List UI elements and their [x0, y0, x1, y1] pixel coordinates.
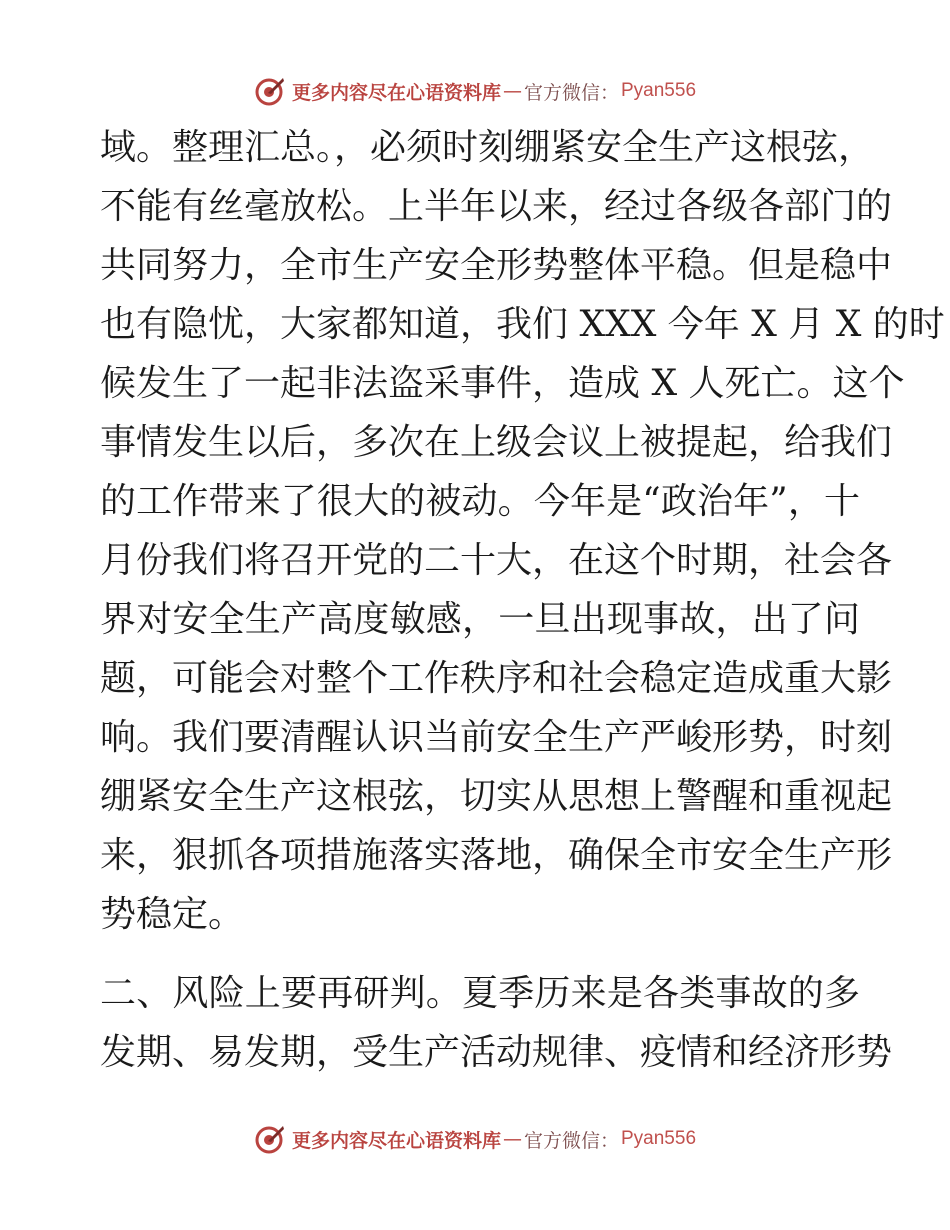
text-line: 不能有丝毫放松。上半年以来，经过各级各部门的	[100, 186, 893, 227]
text-line: 绷紧安全生产这根弦，切实从思想上警醒和重视起	[100, 776, 893, 817]
paragraph-gap	[100, 944, 860, 964]
text-line: 来，狠抓各项措施落实落地，确保全市安全生产形	[100, 835, 893, 876]
footer-wechat-label: 官方微信：	[523, 1129, 619, 1152]
header-separator: —	[502, 80, 522, 102]
header-wechat-id: Pyan556	[621, 80, 697, 101]
quill-logo-icon	[254, 1123, 286, 1155]
footer-wechat-id: Pyan556	[621, 1128, 697, 1149]
footer-site-text: 更多内容尽在心语资料库	[291, 1129, 501, 1152]
header-banner	[0, 74, 950, 108]
header-site-text: 更多内容尽在心语资料库	[291, 81, 501, 104]
footer-banner	[0, 1122, 950, 1156]
text-line: 月份我们将召开党的二十大，在这个时期，社会各	[100, 540, 893, 581]
text-line: 也有隐忧，大家都知道，我们 XXX 今年 X 月 X 的时	[100, 304, 945, 345]
text-line: 题，可能会对整个工作秩序和社会稳定造成重大影	[100, 658, 893, 699]
text-line: 候发生了一起非法盗采事件，造成 X 人死亡。这个	[100, 363, 905, 404]
header-wechat-label: 官方微信：	[523, 81, 619, 104]
text-line: 界对安全生产高度敏感，一旦出现事故，出了问	[100, 599, 860, 640]
quill-logo-icon	[254, 75, 286, 107]
text-line: 事情发生以后，多次在上级会议上被提起，给我们	[100, 422, 893, 463]
text-line: 势稳定。	[100, 894, 245, 935]
paragraph-1	[100, 118, 945, 944]
text-line: 二、风险上要再研判。夏季历来是各类事故的多	[100, 973, 860, 1014]
document-body	[100, 118, 945, 1082]
text-line: 响。我们要清醒认识当前安全生产严峻形势，时刻	[100, 717, 893, 758]
text-line: 共同努力，全市生产安全形势整体平稳。但是稳中	[100, 245, 893, 286]
footer-separator: —	[502, 1128, 522, 1150]
text-line: 的工作带来了很大的被动。今年是“政治年”，十	[100, 481, 860, 522]
text-line: 域。整理汇总。，必须时刻绷紧安全生产这根弦，	[100, 127, 875, 168]
text-line: 发期、易发期，受生产活动规律、疫情和经济形势	[100, 1032, 893, 1073]
paragraph-2	[100, 964, 893, 1082]
